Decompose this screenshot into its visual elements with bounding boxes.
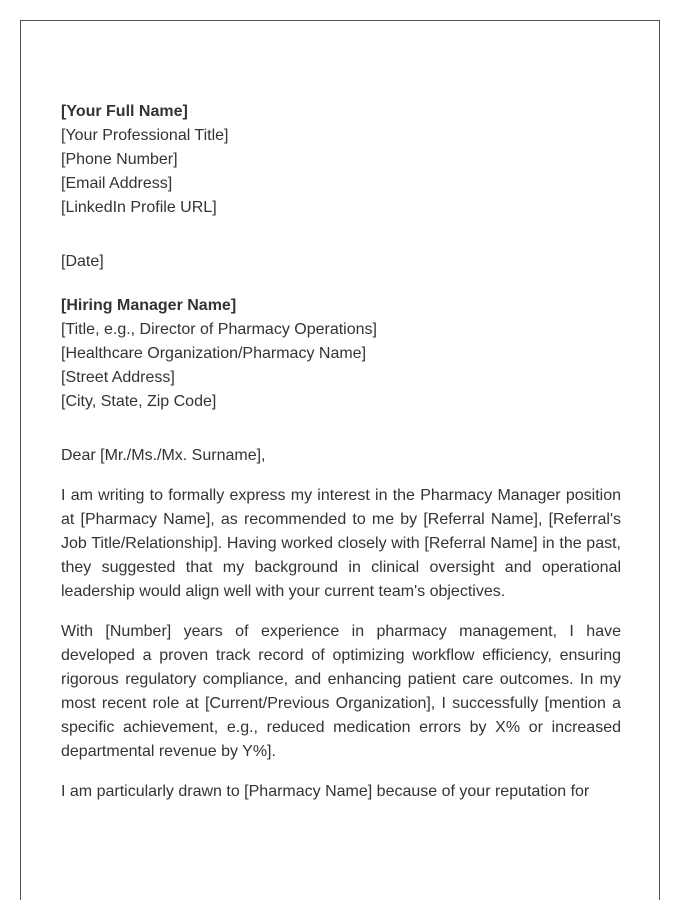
letter-date: [Date]	[61, 253, 104, 270]
recipient-name: [Hiring Manager Name]	[61, 297, 237, 314]
sender-title: [Your Professional Title]	[61, 127, 229, 144]
recipient-street: [Street Address]	[61, 369, 175, 386]
body-paragraph-2: With [Number] years of experience in pharmacy management, I have developed a proven track record of optimizing workflow efficiency, ensuring rigorous regulatory compliance, and enhancing patient care outcomes. In my most recent role at [Current/Previous Organization], I successfully [mention a specific achievement, e.g., reduced medication errors by X% or increased departmental revenue by Y%].	[61, 623, 621, 760]
recipient-title: [Title, e.g., Director of Pharmacy Operations]	[61, 321, 377, 338]
recipient-organization: [Healthcare Organization/Pharmacy Name]	[61, 345, 367, 362]
recipient-city: [City, State, Zip Code]	[61, 393, 217, 410]
salutation: Dear [Mr./Ms./Mx. Surname],	[61, 447, 266, 464]
body-paragraph-1: I am writing to formally express my interest in the Pharmacy Manager position at [Pharmacy Name], as recommended to me by [Referral Name], [Referral's Job Title/Relationship]. Having worked closely with [Referral Name] in the past, they suggested that my background in clinical oversight and operational leadership would align well with your current team's objectives.	[61, 487, 621, 600]
sender-name: [Your Full Name]	[61, 103, 188, 120]
sender-phone: [Phone Number]	[61, 151, 178, 168]
salutation-block	[61, 444, 621, 468]
letter-body	[61, 100, 621, 804]
sender-linkedin: [LinkedIn Profile URL]	[61, 199, 217, 216]
recipient-block	[61, 294, 621, 414]
sender-block	[61, 100, 621, 220]
document-page	[20, 20, 660, 900]
body-paragraph-3: I am particularly drawn to [Pharmacy Name] because of your reputation for	[61, 783, 590, 800]
date-block	[61, 250, 621, 274]
sender-email: [Email Address]	[61, 175, 173, 192]
